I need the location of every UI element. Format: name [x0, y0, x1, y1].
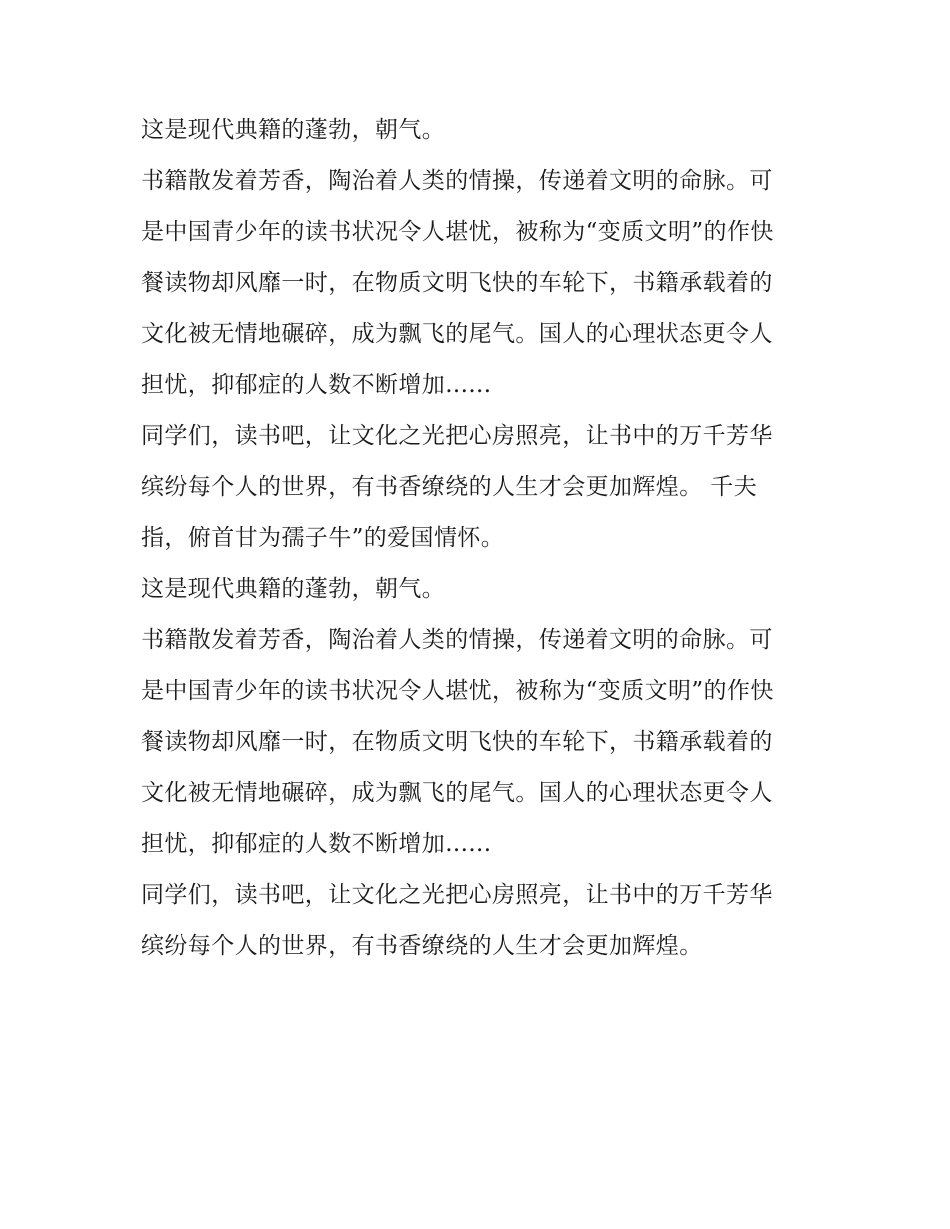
text-line: 文化被无情地碾碎，成为飘飞的尾气。国人的心理状态更令人 [141, 780, 773, 806]
text-line: 文化被无情地碾碎，成为飘飞的尾气。国人的心理状态更令人 [141, 321, 773, 347]
text-line: 担忧，抑郁症的人数不断增加...... [141, 831, 492, 857]
text-line: 缤纷每个人的世界，有书香缭绕的人生才会更加辉煌。 [141, 933, 703, 959]
text-line: 餐读物却风靡一时，在物质文明飞快的车轮下，书籍承载着的 [141, 729, 773, 755]
text-line: 餐读物却风靡一时，在物质文明飞快的车轮下，书籍承载着的 [141, 270, 773, 296]
text-line: 缤纷每个人的世界，有书香缭绕的人生才会更加辉煌。 千夫 [141, 474, 758, 500]
text-line: 担忧，抑郁症的人数不断增加...... [141, 372, 492, 398]
text-line: 书籍散发着芳香，陶治着人类的情操，传递着文明的命脉。可 [141, 168, 773, 194]
text-line: 同学们，读书吧，让文化之光把心房照亮，让书中的万千芳华 [141, 882, 773, 908]
text-line: 同学们，读书吧，让文化之光把心房照亮，让书中的万千芳华 [141, 423, 773, 449]
text-line: 指，俯首甘为孺子牛”的爱国情怀。 [141, 525, 505, 551]
text-line: 是中国青少年的读书状况令人堪忧，被称为“变质文明”的作快 [141, 678, 774, 704]
text-line: 这是现代典籍的蓬勃，朝气。 [141, 576, 446, 602]
text-line: 这是现代典籍的蓬勃，朝气。 [141, 117, 446, 143]
text-line: 书籍散发着芳香，陶治着人类的情操，传递着文明的命脉。可 [141, 627, 773, 653]
document-body [141, 105, 821, 972]
text-line: 是中国青少年的读书状况令人堪忧，被称为“变质文明”的作快 [141, 219, 774, 245]
